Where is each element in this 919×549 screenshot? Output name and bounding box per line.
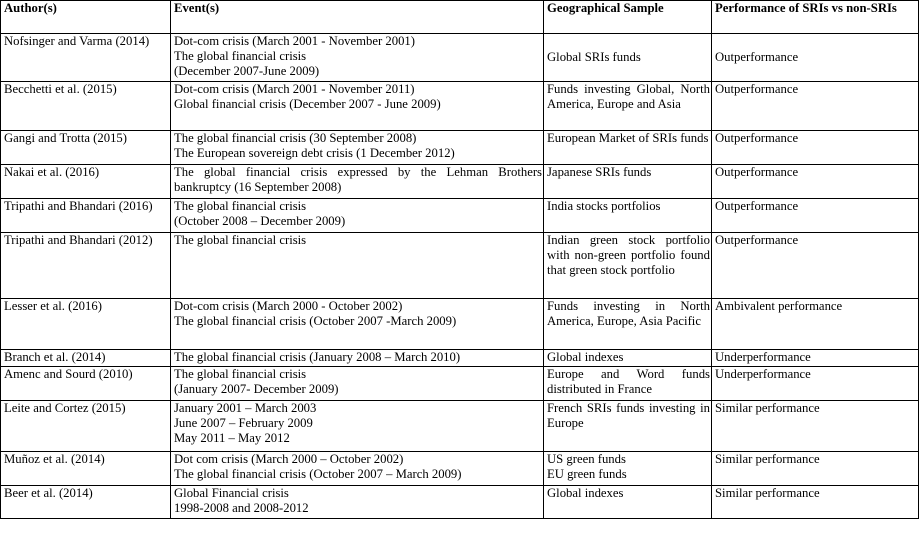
event-line: Dot-com crisis (March 2000 - October 2002) [174, 299, 403, 313]
header-events: Event(s) [171, 1, 544, 34]
author-cell: Beer et al. (2014) [1, 486, 171, 519]
performance-cell: Similar performance [712, 452, 919, 486]
author-cell: Muñoz et al. (2014) [1, 452, 171, 486]
events-cell [171, 199, 544, 233]
events-cell [171, 350, 544, 367]
author-cell: Nofsinger and Varma (2014) [1, 34, 171, 82]
event-line: June 2007 – February 2009 [174, 416, 313, 430]
performance-cell: Outperformance [712, 233, 919, 299]
event-line: Global financial crisis (December 2007 - June 2009) [174, 97, 441, 111]
table-row [1, 199, 919, 233]
sample-cell: Europe and Word funds distributed in France [544, 367, 712, 401]
event-line: The global financial crisis (30 September 2008) [174, 131, 417, 145]
header-sample: Geographical Sample [544, 1, 712, 34]
performance-cell: Ambivalent performance [712, 299, 919, 350]
performance-cell: Outperformance [712, 131, 919, 165]
events-cell [171, 82, 544, 131]
performance-cell: Underperformance [712, 367, 919, 401]
sample-cell: Japanese SRIs funds [544, 165, 712, 199]
table-row [1, 452, 919, 486]
table-row [1, 401, 919, 452]
performance-cell: Underperformance [712, 350, 919, 367]
event-line: The global financial crisis [174, 367, 307, 381]
table-row [1, 299, 919, 350]
event-line: January 2001 – March 2003 [174, 401, 317, 415]
event-line: Dot-com crisis (March 2001 - November 2011) [174, 82, 415, 96]
events-cell [171, 452, 544, 486]
event-line: May 2011 – May 2012 [174, 431, 290, 445]
performance-cell: Similar performance [712, 401, 919, 452]
events-cell [171, 486, 544, 519]
event-line: Dot com crisis (March 2000 – October 2002) [174, 452, 404, 466]
table-row [1, 233, 919, 299]
performance-cell: Similar performance [712, 486, 919, 519]
header-author: Author(s) [1, 1, 171, 34]
author-cell: Tripathi and Bhandari (2016) [1, 199, 171, 233]
sample-cell: Indian green stock portfolio with non-green portfolio found that green stock portfolio [544, 233, 712, 299]
sample-cell: Global indexes [544, 350, 712, 367]
performance-cell: Outperformance [712, 34, 919, 82]
performance-cell: Outperformance [712, 199, 919, 233]
event-line: (January 2007- December 2009) [174, 382, 339, 396]
table-row [1, 131, 919, 165]
event-line: The global financial crisis [174, 233, 307, 247]
event-line: The global financial crisis (January 2008 – March 2010) [174, 350, 461, 364]
event-line: The global financial crisis [174, 199, 307, 213]
table-row [1, 486, 919, 519]
sample-cell: Global SRIs funds [544, 34, 712, 82]
sample-cell: French SRIs funds investing in Europe [544, 401, 712, 452]
author-cell: Branch et al. (2014) [1, 350, 171, 367]
table-row [1, 34, 919, 82]
events-cell [171, 34, 544, 82]
performance-cell: Outperformance [712, 82, 919, 131]
events-cell: The global financial crisis expressed by the Lehman Brothers bankruptcy (16 September 2008) [171, 165, 544, 199]
sample-cell: India stocks portfolios [544, 199, 712, 233]
author-cell: Gangi and Trotta (2015) [1, 131, 171, 165]
table-row [1, 367, 919, 401]
event-line: The global financial crisis [174, 49, 307, 63]
event-line: The European sovereign debt crisis (1 December 2012) [174, 146, 455, 160]
events-cell [171, 131, 544, 165]
header-performance: Performance of SRIs vs non-SRIs [712, 1, 919, 34]
event-line: Dot-com crisis (March 2001 - November 2001) [174, 34, 416, 48]
author-cell: Becchetti et al. (2015) [1, 82, 171, 131]
author-cell: Lesser et al. (2016) [1, 299, 171, 350]
event-line: (October 2008 – December 2009) [174, 214, 346, 228]
event-line: 1998-2008 and 2008-2012 [174, 501, 309, 515]
sample-line: EU green funds [547, 467, 627, 481]
author-cell: Nakai et al. (2016) [1, 165, 171, 199]
sample-cell: Funds investing Global, North America, Europe and Asia [544, 82, 712, 131]
author-cell: Leite and Cortez (2015) [1, 401, 171, 452]
event-line: The global financial crisis (October 2007 – March 2009) [174, 467, 462, 481]
events-cell [171, 401, 544, 452]
event-line: (December 2007-June 2009) [174, 64, 320, 78]
events-cell [171, 299, 544, 350]
author-cell: Amenc and Sourd (2010) [1, 367, 171, 401]
sample-line: US green funds [547, 452, 626, 466]
events-cell [171, 233, 544, 299]
event-line: The global financial crisis (October 2007 -March 2009) [174, 314, 457, 328]
table-row [1, 350, 919, 367]
event-line: Global Financial crisis [174, 486, 289, 500]
sample-cell: Funds investing in North America, Europe, Asia Pacific [544, 299, 712, 350]
author-cell: Tripathi and Bhandari (2012) [1, 233, 171, 299]
sample-cell [544, 452, 712, 486]
performance-cell: Outperformance [712, 165, 919, 199]
table-row [1, 165, 919, 199]
sample-cell: Global indexes [544, 486, 712, 519]
sample-cell: European Market of SRIs funds [544, 131, 712, 165]
events-cell [171, 367, 544, 401]
header-row [1, 1, 919, 34]
table-row [1, 82, 919, 131]
